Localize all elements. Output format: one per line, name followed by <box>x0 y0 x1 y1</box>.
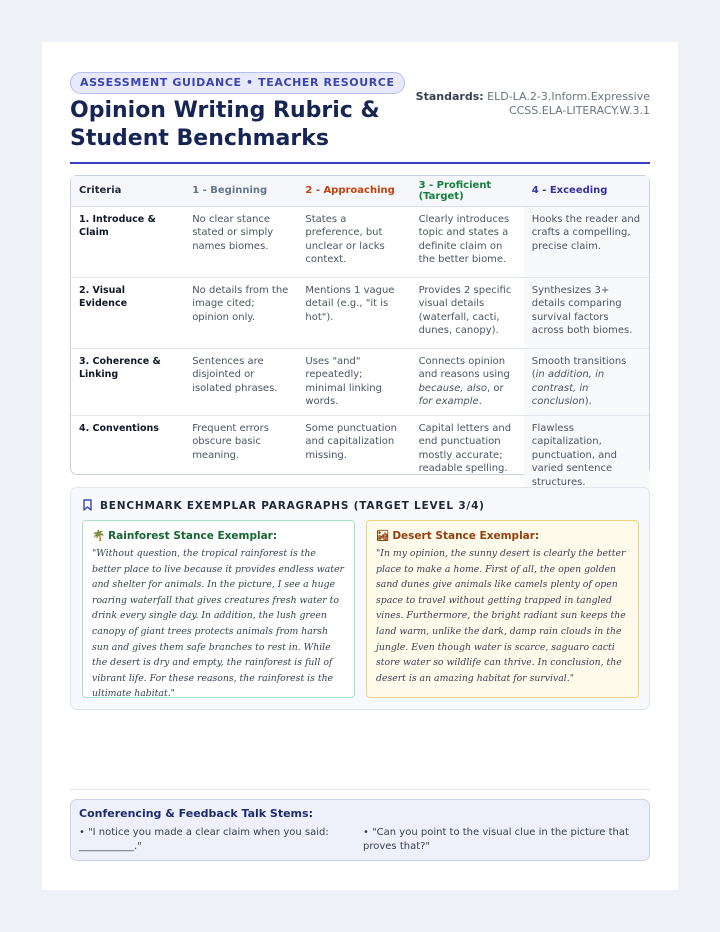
table-row <box>71 206 649 277</box>
beginning-cell: No details from the image cited; opinion only. <box>184 277 297 348</box>
exceeding-cell: Synthesizes 3+ details comparing survival factors across both biomes. <box>524 277 649 348</box>
criteria-cell: 1. Introduce & Claim <box>71 206 184 277</box>
resource-tag: ASSESSMENT GUIDANCE • TEACHER RESOURCE <box>70 72 405 94</box>
rubric-table <box>70 175 650 488</box>
table-row <box>71 277 649 348</box>
standards-block <box>410 90 650 118</box>
rubric-page <box>42 42 678 890</box>
approaching-cell: Uses "and" repeatedly; minimal linking words. <box>297 348 410 415</box>
criteria-cell: 4. Conventions <box>79 422 159 434</box>
exceeding-text: Smooth transitions ( <box>531 355 627 380</box>
table-row <box>71 348 649 415</box>
approaching-cell: Mentions 1 vague detail (e.g., "it is hot"). <box>297 277 410 348</box>
proficient-cell: Provides 2 specific visual details (waterfall, cacti, dunes, canopy). <box>411 277 524 348</box>
proficient-italic: for example <box>418 396 479 407</box>
standards-label: Standards: <box>415 90 484 103</box>
proficient-text: . <box>478 396 482 407</box>
rainforest-exemplar-card <box>82 520 355 698</box>
beginning-cell: No clear stance stated or simply names biomes. <box>184 206 297 277</box>
exceeding-italic: in addition, in contrast, in conclusion <box>531 369 605 407</box>
criteria-cell: 2. Visual Evidence <box>71 277 184 348</box>
proficient-cell: Clearly introduces topic and states a definite claim on the better biome. <box>411 206 524 277</box>
header-divider <box>70 162 650 164</box>
beginning-cell: Sentences are disjointed or isolated phrases. <box>184 348 297 415</box>
table-row <box>71 415 649 495</box>
column-header-beginning: 1 - Beginning <box>184 176 297 206</box>
desert-exemplar-title: Desert Stance Exemplar: <box>392 530 540 542</box>
proficient-text: Connects opinion and reasons using <box>418 355 510 380</box>
talk-stem-1: • "I notice you made a clear claim when you said: ___________." <box>79 827 329 852</box>
exceeding-text: ). <box>584 396 592 407</box>
conferencing-box <box>70 799 650 861</box>
standards-line-1: ELD-LA.2-3.Inform.Expressive <box>487 90 650 103</box>
exemplar-heading-text: BENCHMARK EXEMPLAR PARAGRAPHS (TARGET LEVEL 3/4) <box>100 500 485 512</box>
rainforest-exemplar-text: "Without question, the tropical rainforest is the better place to live because it provides endless water and shelter for animals. In the picture, I see a huge roaring waterfall that gives creatures fresh water to drink every single day. In addition, the lush green canopy of giant trees protects animals from harsh sun and gives them safe branches to rest in. While the desert is dry and empty, the rainforest is full of vibrant life. For these reasons, the rainforest is the ultimate habitat." <box>92 548 344 700</box>
desert-exemplar-text: "In my opinion, the sunny desert is clearly the better place to make a home. First of all, the open golden sand dunes give animals like camels plenty of open space to travel without getting trapped in tangled vines. Furthermore, the bright radiant sun keeps the land warm, unlike the dark, damp rain clouds in the jungle. Even though water is scarce, saguaro cacti store water so wildlife can thrive. In conclusion, the desert is an amazing habitat for survival." <box>376 548 626 684</box>
exceeding-cell: Hooks the reader and crafts a compelling, precise claim. <box>524 206 649 277</box>
column-header-exceeding: 4 - Exceeding <box>524 176 649 206</box>
exemplar-heading <box>83 499 485 514</box>
column-header-criteria: Criteria <box>71 176 184 206</box>
approaching-cell: States a preference, but unclear or lacks context. <box>297 206 410 277</box>
exceeding-cell <box>524 348 649 415</box>
proficient-cell: Capital letters and end punctuation mostly accurate; readable spelling. <box>418 422 512 474</box>
desert-exemplar-card <box>366 520 639 698</box>
talk-stem-2: • "Can you point to the visual clue in the picture that proves that?" <box>363 827 629 852</box>
page-header <box>70 72 650 164</box>
palm-tree-icon: 🌴 <box>92 530 106 542</box>
bookmark-icon <box>83 499 92 514</box>
proficient-text: , or <box>486 382 504 394</box>
proficient-italic: because, also <box>418 382 487 394</box>
conferencing-title: Conferencing & Feedback Talk Stems: <box>79 807 313 820</box>
criteria-cell: 3. Coherence & Linking <box>71 348 184 415</box>
column-header-proficient: 3 - Proficient (Target) <box>411 176 524 206</box>
exceeding-cell: Flawless capitalization, punctuation, and varied sentence structures. <box>524 415 649 495</box>
rainforest-exemplar-title: Rainforest Stance Exemplar: <box>108 530 278 542</box>
page-title: Opinion Writing Rubric & Student Benchmarks <box>70 98 380 151</box>
section-divider <box>70 789 650 790</box>
approaching-cell: Some punctuation and capitalization missing. <box>305 422 397 461</box>
standards-line-2: CCSS.ELA-LITERACY.W.3.1 <box>508 104 650 117</box>
column-header-approaching: 2 - Approaching <box>297 176 410 206</box>
exemplar-section <box>70 487 650 710</box>
table-header-row <box>71 176 649 206</box>
proficient-cell <box>411 348 524 415</box>
desert-icon: 🏜 <box>376 530 390 542</box>
beginning-cell: Frequent errors obscure basic meaning. <box>192 422 269 461</box>
